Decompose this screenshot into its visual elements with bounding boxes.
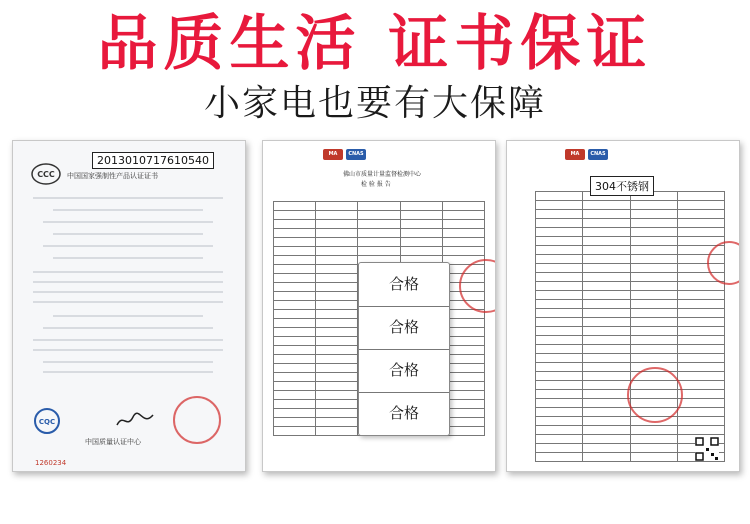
text-line [33,301,223,303]
report-logo-row [565,149,608,160]
certificate-number-label: 2013010717610540 [92,152,214,169]
pass-label: 合格 [359,306,449,350]
text-line [33,291,223,293]
certificate-header: 中国国家强制性产品认证证书 [67,172,158,180]
text-line [53,209,203,211]
svg-text:CQC: CQC [38,418,56,426]
subheadline: 小家电也要有大保障 [203,83,546,124]
svg-text:CCC: CCC [37,170,55,179]
text-line [43,327,213,329]
cqc-logo-icon [33,407,61,435]
report-table [535,191,725,462]
text-line [33,271,223,273]
signature-icon [115,409,155,431]
pass-label: 合格 [359,263,449,307]
red-seal [627,367,683,423]
text-line [33,349,223,351]
cnas-logo-icon: CNAS [588,149,608,160]
report-title: 检 验 报 告 [361,181,391,188]
pass-results-overlay [358,262,450,436]
text-line [33,281,223,283]
cnas-logo-icon: CNAS [346,149,366,160]
headline: 品质生活 证书保证 [97,9,653,79]
qr-code-icon [695,437,719,461]
text-line [53,233,203,235]
text-line [43,245,213,247]
ccc-certificate [12,140,246,472]
report-logo-row [323,149,366,160]
ma-logo-icon: MA [565,149,585,160]
text-line [43,361,213,363]
material-label: 304不锈钢 [590,176,654,196]
report-org: 佛山市质量计量监督检测中心 [343,171,422,178]
ccc-logo-icon [31,163,61,185]
text-line [53,257,203,259]
text-line [33,339,223,341]
text-line [43,221,213,223]
pass-label: 合格 [388,404,419,422]
ma-logo-icon: MA [323,149,343,160]
pass-label: 合格 [359,349,449,393]
serial-number: 1260234 [35,459,67,467]
footer-org: 中国质量认证中心 [85,438,141,446]
text-line [53,315,203,317]
divider [33,197,223,199]
red-seal [173,396,221,444]
text-line [43,371,213,373]
